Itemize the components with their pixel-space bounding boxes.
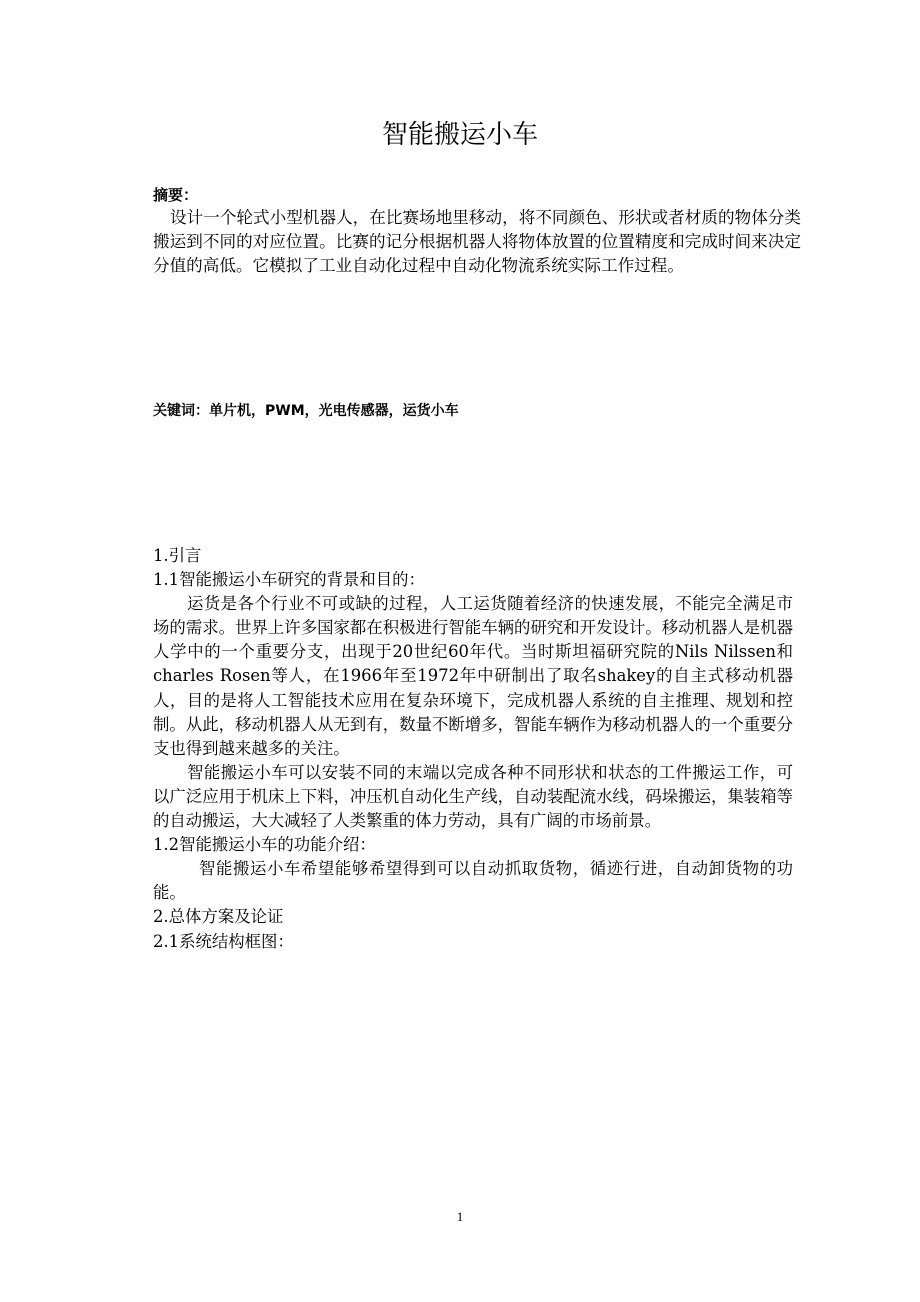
page-number: 1	[456, 1209, 464, 1224]
paragraph-1-1-b: 智能搬运小车可以安装不同的末端以完成各种不同形状和状态的工件搬运工作，可以广泛应用于机床上下料，冲压机自动化生产线，自动装配流水线，码垛搬运，集装箱等的自动搬运，大大减轻了人类繁重的体力劳动，具有广阔的市场前景。	[153, 762, 793, 831]
section-heading-2-1: 2.1系统结构框图：	[153, 931, 294, 951]
document-body	[153, 544, 793, 954]
section-heading-1-2: 1.2智能搬运小车的功能介绍：	[153, 835, 376, 855]
section-heading-1-1: 1.1智能搬运小车研究的背景和目的：	[153, 570, 425, 590]
paragraph-1-2: 智能搬运小车希望能够希望得到可以自动抓取货物，循迹行进，自动卸货物的功能。	[153, 859, 793, 903]
section-heading-2: 2.总体方案及论证	[153, 907, 284, 927]
abstract-label: 摘要：	[153, 186, 199, 204]
paragraph-1-1-a: 运货是各个行业不可或缺的过程，人工运货随着经济的快速发展，不能完全满足市场的需求。世界上许多国家都在积极进行智能车辆的研究和开发设计。移动机器人是机器人学中的一个重要分支，出现于20世纪60年代。当时斯坦福研究院的Nils Nilssen和charles Rosen等人，在1966年至1972年中研制出了取名shakey的自主式移动机器人，目的是将人工智能技术应用在复杂环境下，完成机器人系统的自主推理、规划和控制。从此，移动机器人从无到有，数量不断增多，智能车辆作为移动机器人的一个重要分支也得到越来越多的关注。	[153, 594, 793, 758]
abstract-text: 设计一个轮式小型机器人，在比赛场地里移动，将不同颜色、形状或者材质的物体分类搬运到不同的对应位置。比赛的记分根据机器人将物体放置的位置精度和完成时间来决定分值的高低。它模拟了工业自动化过程中自动化物流系统实际工作过程。	[153, 208, 801, 275]
keywords: 关键词：单片机，PWM，光电传感器，运货小车	[153, 403, 459, 419]
section-heading-1: 1.引言	[153, 546, 202, 565]
document-title: 智能搬运小车	[381, 120, 538, 150]
